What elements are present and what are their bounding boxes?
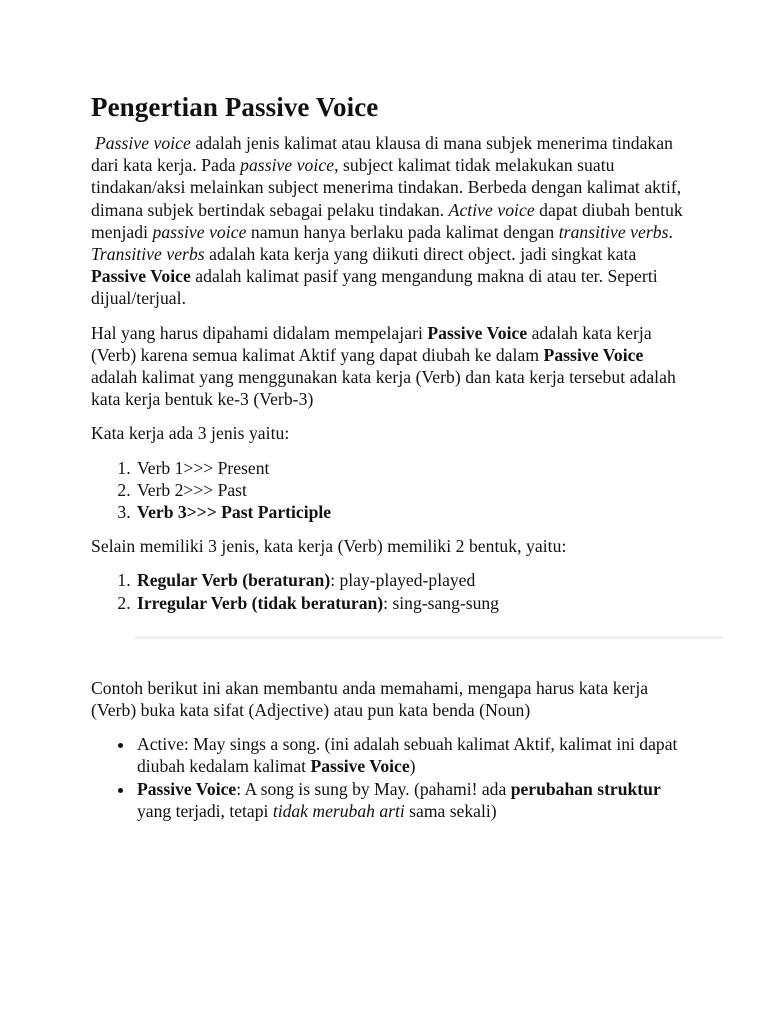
italic-term: passive voice — [240, 155, 335, 176]
list-item: 1. Verb 1>>> Present — [135, 457, 691, 479]
examples-intro: Contoh berikut ini akan membantu anda memahami, mengapa harus kata kerja (Verb) buka kata sifat (Adjective) atau pun kata benda (Noun) — [91, 677, 649, 721]
bold-term: Passive Voice — [91, 266, 191, 287]
verb-forms-list — [91, 569, 691, 613]
italic-term: passive voice — [152, 221, 247, 242]
list-item: 3. Verb 3>>> Past Participle — [135, 501, 691, 523]
examples-list — [91, 733, 691, 822]
italic-term: Passive voice — [95, 133, 191, 153]
italic-term: transitive verbs — [558, 221, 669, 242]
verb-types-intro: Kata kerja ada 3 jenis yaitu: — [91, 423, 290, 444]
italic-term: tidak merubah arti — [272, 800, 405, 821]
list-item: 2. Irregular Verb (tidak beraturan): sing-sang-sung — [135, 592, 691, 614]
italic-term: Active voice — [448, 199, 535, 220]
list-item: • Passive Voice: A song is sung by May. (pahami! ada perubahan struktur yang terjadi, tetapi tidak merubah arti sama sekali) — [135, 778, 691, 822]
list-item: 2. Verb 2>>> Past — [135, 479, 691, 501]
bold-term: Passive Voice — [137, 778, 237, 799]
list-item: 1. Regular Verb (beraturan): play-played-played — [135, 569, 691, 591]
verb-types-list — [91, 457, 691, 524]
page-title: Pengertian Passive Voice — [91, 92, 379, 122]
bold-term: Passive Voice — [543, 344, 644, 365]
verb-forms-intro: Selain memiliki 3 jenis, kata kerja (Verb) memiliki 2 bentuk, yaitu: — [91, 536, 567, 557]
horizontal-divider — [135, 636, 723, 639]
italic-term: Transitive verbs — [91, 244, 205, 265]
list-item: • Active: May sings a song. (ini adalah sebuah kalimat Aktif, kalimat ini dapat diubah kedalam kalimat Passive Voice) — [135, 733, 691, 777]
bold-term: perubahan struktur — [510, 778, 661, 799]
bold-term: Passive Voice — [310, 756, 410, 777]
document-page — [91, 88, 691, 834]
verb-importance-paragraph: Hal yang harus dipahami didalam mempelajari Passive Voice adalah kata kerja (Verb) karena semua kalimat Aktif yang dapat diubah ke dalam Passive Voice adalah kalimat yang menggunakan kata kerja (Verb) dan kata kerja tersebut adalah kata kerja bentuk ke-3 (Verb-3) — [91, 322, 676, 410]
bold-term: Passive Voice — [427, 322, 528, 343]
definition-paragraph: Passive voice adalah jenis kalimat atau klausa di mana subjek menerima tindakan dari kata kerja. Pada passive voice, subject kalimat tidak melakukan suatu tindakan/aksi melainkan subject menerima tindakan. Berbeda dengan kalimat aktif, dimana subjek bertindak sebagai pelaku tindakan. Active voice dapat diubah bentuk menjadi passive voice namun hanya berlaku pada kalimat dengan transitive verbs. Transitive verbs adalah kata kerja yang diikuti direct object. jadi singkat kata Passive Voice adalah kalimat pasif yang mengandung makna di atau ter. Seperti dijual/terjual. — [91, 133, 683, 309]
